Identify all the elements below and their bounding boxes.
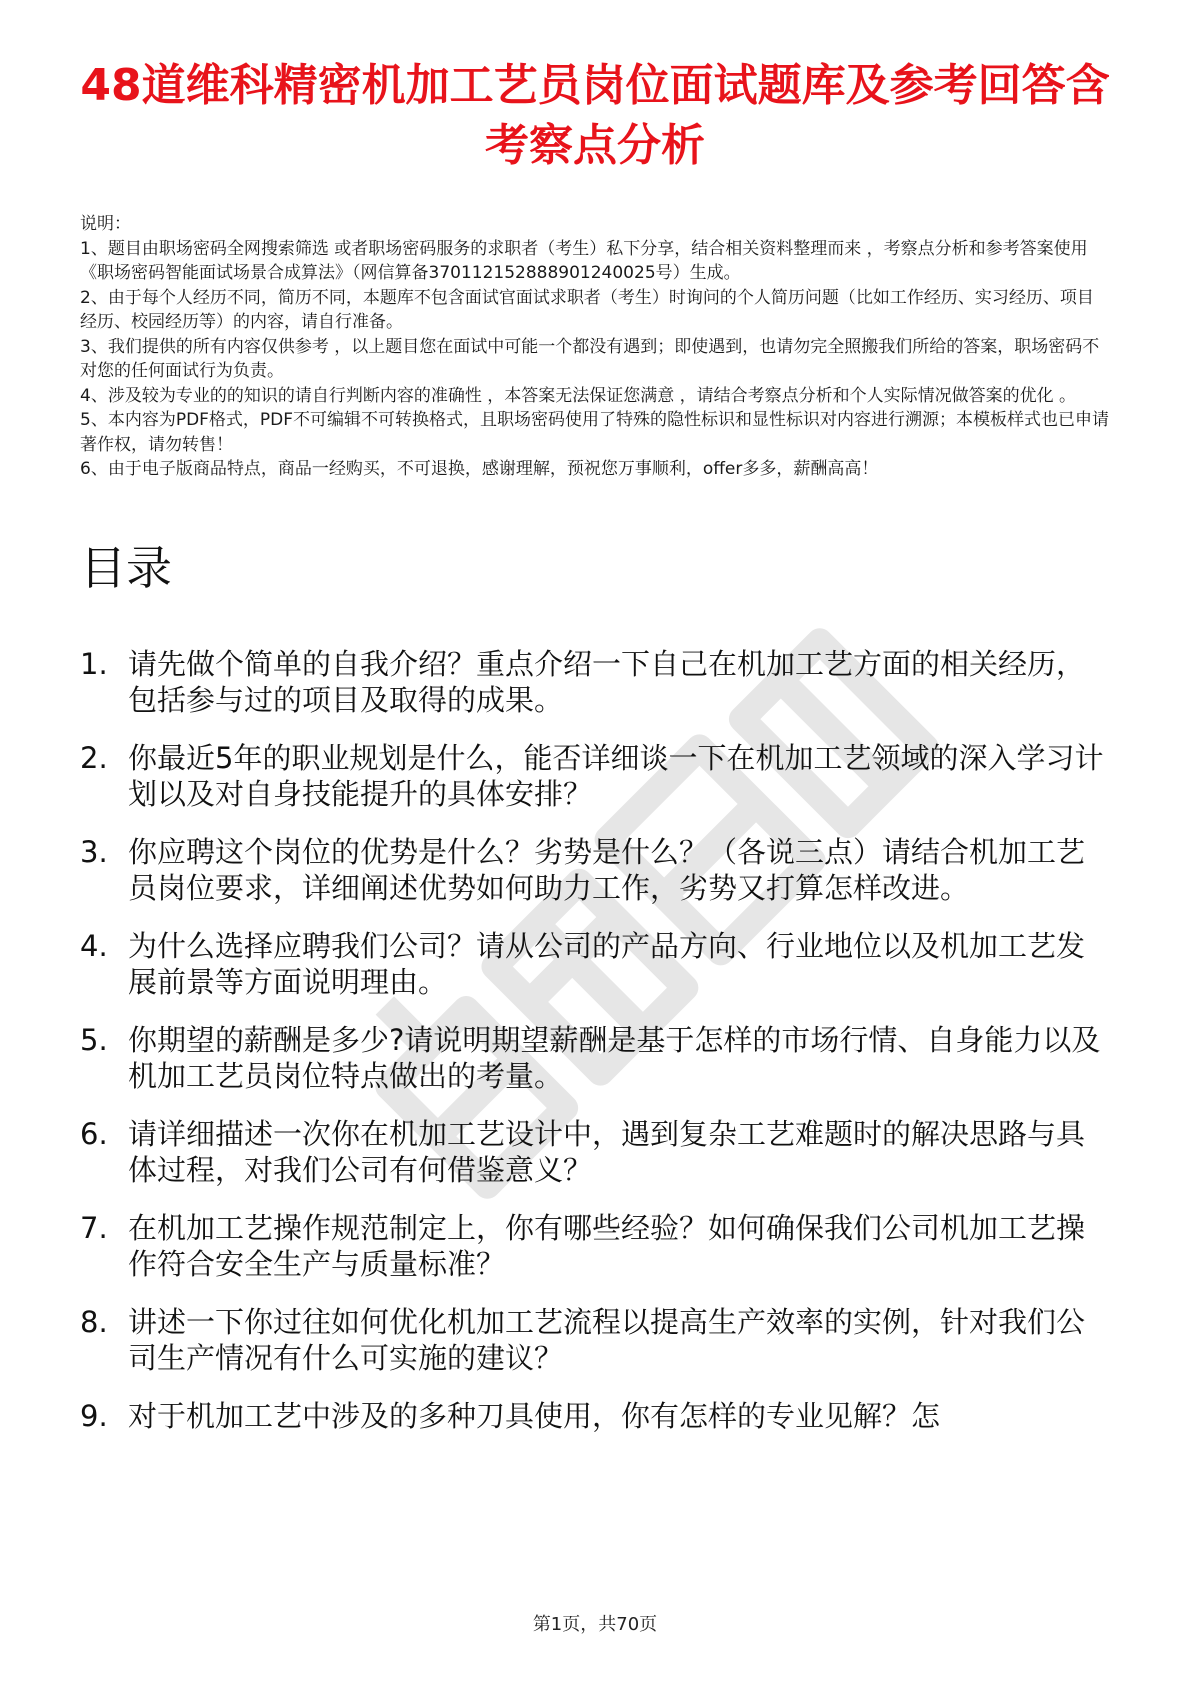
- toc-item-text: 请详细描述一次你在机加工艺设计中，遇到复杂工艺难题时的解决思路与具体过程，对我们公司有何借鉴意义？: [128, 1116, 1086, 1187]
- note-item: 1、题目由职场密码全网搜索筛选 或者职场密码服务的求职者（考生）私下分享，结合相关资料整理而来 ，考察点分析和参考答案使用《职场密码智能面试场景合成算法》（网信算备370112152888901240025号）生成。: [80, 238, 1088, 283]
- toc-item[interactable]: [80, 1022, 1110, 1094]
- toc-item-text: 讲述一下你过往如何优化机加工艺流程以提高生产效率的实例，针对我们公司生产情况有什么可实施的建议？: [128, 1304, 1086, 1375]
- note-item: 3、我们提供的所有内容仅供参考 ，以上题目您在面试中可能一个都没有遇到；即使遇到，也请勿完全照搬我们所给的答案，职场密码不对您的任何面试行为负责。: [80, 336, 1100, 381]
- toc-item-number: 2.: [80, 740, 108, 775]
- toc-item[interactable]: [80, 834, 1110, 906]
- notes-heading: 说明：: [80, 214, 131, 234]
- toc-item-text: 你期望的薪酬是多少?请说明期望薪酬是基于怎样的市场行情、自身能力以及机加工艺员岗位特点做出的考量。: [128, 1022, 1101, 1093]
- toc-item-number: 9.: [80, 1398, 108, 1433]
- toc-heading: 目录: [80, 540, 172, 595]
- toc-item-number: 1.: [80, 646, 108, 681]
- toc-item-number: 3.: [80, 834, 108, 869]
- page-footer: 第1页，共70页: [532, 1614, 658, 1635]
- note-item: 6、由于电子版商品特点，商品一经购买，不可退换，感谢理解，预祝您万事顺利，offer多多，薪酬高高！: [80, 459, 879, 479]
- toc-item[interactable]: [80, 1304, 1110, 1376]
- note-item: 2、由于每个人经历不同，简历不同，本题库不包含面试官面试求职者（考生）时询问的个人简历问题（比如工作经历、实习经历、项目经历、校园经历等）的内容，请自行准备。: [80, 287, 1094, 332]
- toc-item-text: 在机加工艺操作规范制定上，你有哪些经验？如何确保我们公司机加工艺操作符合安全生产与质量标准？: [128, 1210, 1086, 1281]
- toc-item-text: 请先做个简单的自我介绍？重点介绍一下自己在机加工艺方面的相关经历，包括参与过的项目及取得的成果。: [128, 646, 1086, 717]
- note-item: 5、本内容为PDF格式，PDF不可编辑不可转换格式，且职场密码使用了特殊的隐性标识和显性标识对内容进行溯源；本模板样式也已申请著作权，请勿转售！: [80, 410, 1110, 455]
- toc-item-number: 8.: [80, 1304, 108, 1339]
- document-title: 48道维科精密机加工艺员岗位面试题库及参考回答含考察点分析: [80, 60, 1110, 171]
- toc-item[interactable]: [80, 1398, 1110, 1434]
- toc-item[interactable]: [80, 740, 1110, 812]
- note-item: 4、涉及较为专业的的知识的请自行判断内容的准确性 ，本答案无法保证您满意 ，请结合考察点分析和个人实际情况做答案的优化 。: [80, 385, 1077, 406]
- toc-item-text: 你最近5年的职业规划是什么，能否详细谈一下在机加工艺领域的深入学习计划以及对自身技能提升的具体安排？: [128, 740, 1104, 811]
- toc-item[interactable]: [80, 1116, 1110, 1188]
- toc-item-number: 4.: [80, 928, 108, 963]
- toc-item-text: 你应聘这个岗位的优势是什么？劣势是什么？（各说三点）请结合机加工艺员岗位要求，详细阐述优势如何助力工作，劣势又打算怎样改进。: [128, 834, 1086, 905]
- toc-item[interactable]: [80, 1210, 1110, 1282]
- toc-item-number: 7.: [80, 1210, 108, 1245]
- toc-item[interactable]: [80, 646, 1110, 718]
- toc-item-number: 5.: [80, 1022, 108, 1057]
- toc-item-number: 6.: [80, 1116, 108, 1151]
- toc-list: [80, 646, 1110, 1434]
- notes-section: [80, 212, 1110, 482]
- toc-item-text: 为什么选择应聘我们公司？请从公司的产品方向、行业地位以及机加工艺发展前景等方面说明理由。: [128, 928, 1086, 999]
- toc-item[interactable]: [80, 928, 1110, 1000]
- toc-item-text: 对于机加工艺中涉及的多种刀具使用，你有怎样的专业见解？怎: [128, 1398, 941, 1433]
